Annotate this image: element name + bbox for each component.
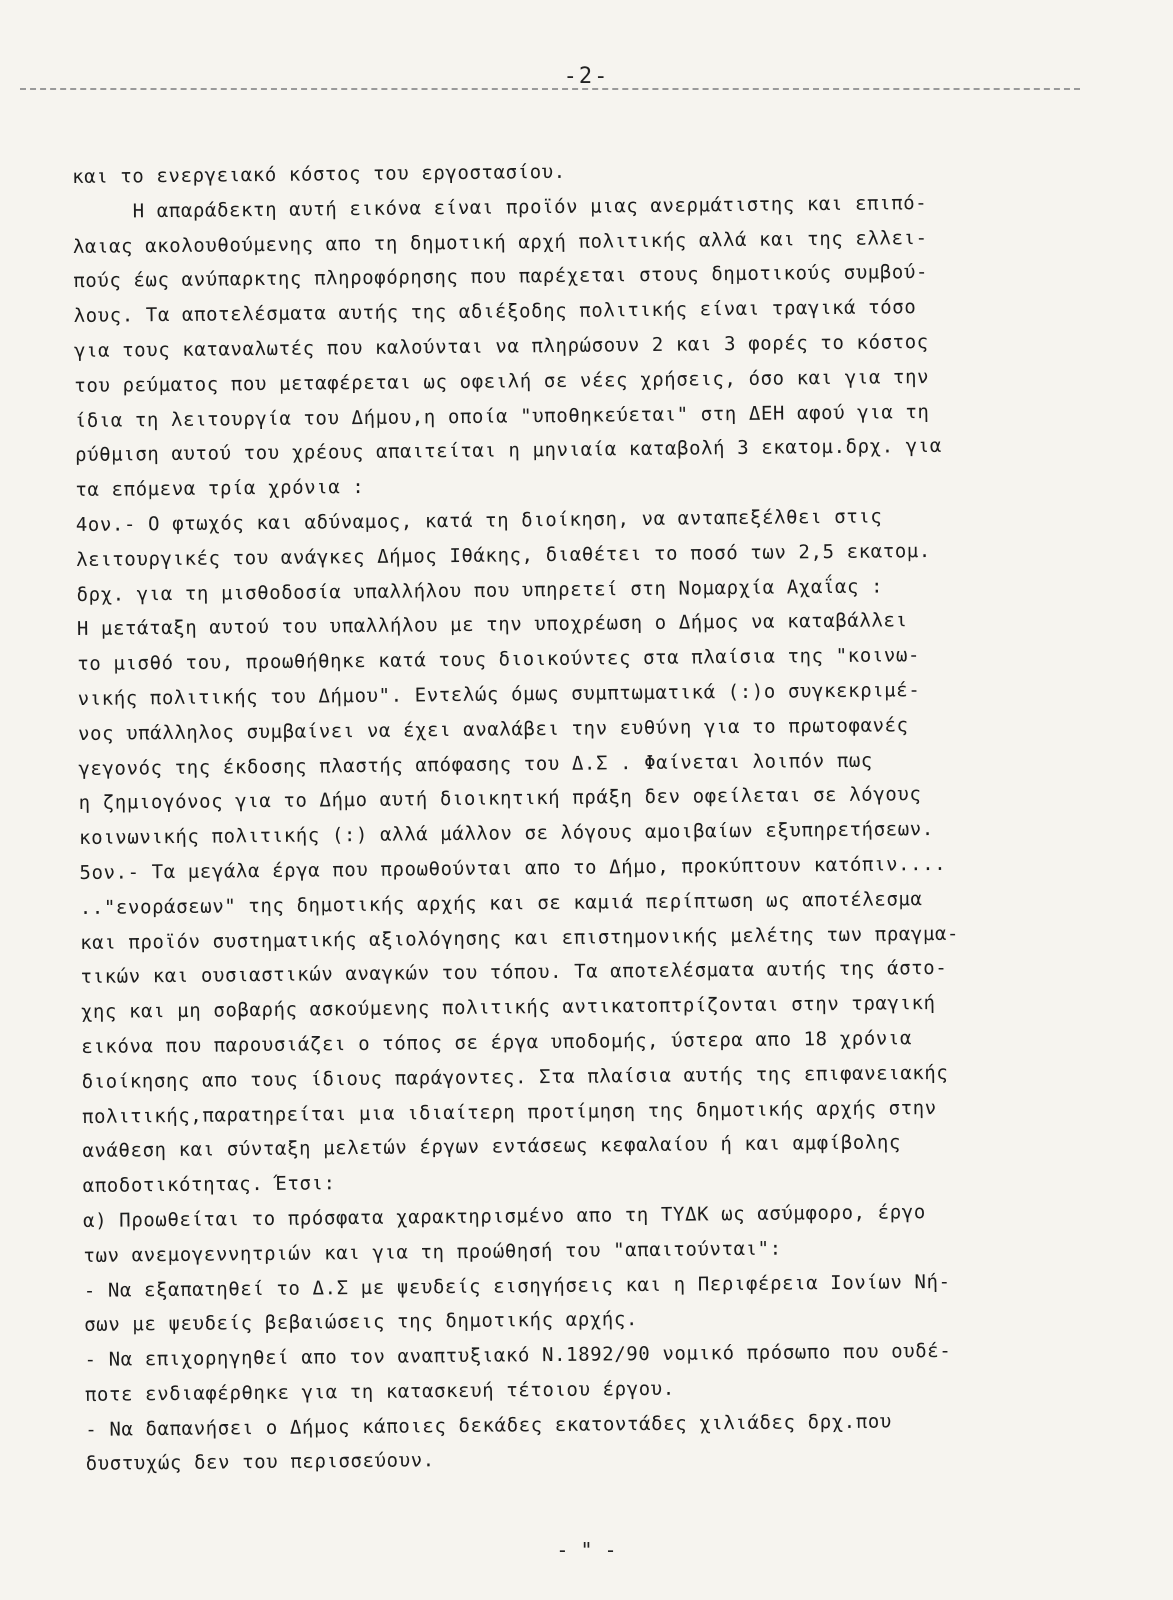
- text-line: - Να δαπανήσει ο Δήμος κάποιες δεκάδες εκατοντάδες χιλιάδες δρχ.που: [85, 1410, 892, 1441]
- text-line: εικόνα που παρουσιάζει ο τόπος σε έργα υποδομής, ύστερα απο 18 χρόνια: [81, 1027, 913, 1058]
- body-text: [72, 149, 1106, 1482]
- page-number: -2-: [563, 64, 610, 89]
- text-line: πολιτικής,παρατηρείται μια ιδιαίτερη προτίμηση της δημοτικής αρχής στην: [81, 1096, 937, 1128]
- text-line: λειτουργικές του ανάγκες Δήμος Ιθάκης, διαθέτει το ποσό των 2,5 εκατομ.: [76, 539, 932, 571]
- text-line: του ρεύματος που μεταφέρεται ως οφειλή σε νέες χρήσεις, όσο και για την: [74, 365, 930, 397]
- text-line: και το ενεργειακό κόστος του εργοστασίου.: [72, 160, 566, 188]
- text-line: λους. Τα αποτελέσματα αυτής της αδιέξοδης πολιτικής είναι τραγικά τόσο: [73, 296, 917, 328]
- text-line: ίδια τη λειτουργία του Δήμου,η οποία "υποθηκεύεται" στη ΔΕΗ αφού για τη: [74, 400, 930, 432]
- text-line: τικών και ουσιαστικών αναγκών του τόπου. Τα αποτελέσματα αυτής της άστο-: [80, 957, 948, 989]
- text-line: αποδοτικότητας. Έτσι:: [82, 1172, 336, 1198]
- text-line: διοίκησης απο τους ίδιους παράγοντες. Στα πλαίσια αυτής της επιφανειακής: [81, 1061, 949, 1093]
- text-line: - Να εξαπατηθεί το Δ.Σ με ψευδείς εισηγήσεις και η Περιφέρεια Ιονίων Νή-: [83, 1270, 951, 1302]
- text-line: το μισθό του, προωθήθηκε κατά τους διοικούντες στα πλαίσια της "κοινω-: [77, 644, 921, 676]
- text-line: δρχ. για τη μισθοδοσία υπαλλήλου που υπηρετεί στη Νομαρχία Αχαΐας :: [76, 575, 884, 606]
- text-line: δυστυχώς δεν του περισσεύουν.: [85, 1449, 435, 1476]
- text-line: τα επόμενα τρία χρόνια :: [75, 476, 365, 502]
- text-line: κοινωνικής πολιτικής (:) αλλά μάλλον σε λόγους αμοιβαίων εξυπηρετήσεων.: [78, 818, 934, 850]
- text-line: - Να επιχορηγηθεί απο τον αναπτυξιακό Ν.1892/90 νομικό πρόσωπο που ουδέ-: [84, 1339, 952, 1372]
- text-line: των ανεμογεννητριών και για τη προώθησή του "απαιτούνται":: [83, 1237, 782, 1267]
- text-line: .."ενοράσεων" της δημοτικής αρχής και σε καμιά περίπτωση ως αποτέλεσμα: [79, 887, 923, 919]
- text-line: πούς έως ανύπαρκτης πληροφόρησης που παρέχεται στους δημοτικούς συμβού-: [73, 261, 929, 293]
- text-line: ρύθμιση αυτού του χρέους απαιτείται η μηνιαία καταβολή 3 εκατομ.δρχ. για: [74, 435, 942, 467]
- text-line: η ζημιογόνος για το Δήμο αυτή διοικητική πράξη δεν οφείλεται σε λόγους: [78, 783, 922, 815]
- text-line: νικής πολιτικής του Δήμου". Εντελώς όμως συμπτωματικά (:)ο συγκεκριμέ-: [77, 679, 921, 710]
- text-line: ποτε ενδιαφέρθηκε για τη κατασκευή τέτοιου έργου.: [84, 1377, 675, 1406]
- text-line: χης και μη σοβαρής ασκούμενης πολιτικής αντικατοπτρίζονται στην τραγική: [80, 992, 936, 1024]
- text-line: νος υπάλληλος συμβαίνει να έχει αναλάβει την ευθύνη για το πρωτοφανές: [77, 714, 909, 745]
- text-line: Η απαράδεκτη αυτή εικόνα είναι προϊόν μιας ανερμάτιστης και επιπό-: [72, 191, 928, 223]
- text-line: 5ον.- Τα μεγάλα έργα που προωθούνται απο το Δήμο, προκύπτουν κατόπιν....: [79, 852, 947, 884]
- text-line: σων με ψευδείς βεβαιώσεις της δημοτικής αρχής.: [84, 1308, 639, 1337]
- text-line: λαιας ακολουθούμενης απο τη δημοτική αρχή πολιτικής αλλά και της ελλει-: [72, 226, 928, 258]
- continuation-mark: - " -: [556, 1538, 617, 1562]
- text-line: γεγονός της έκδοσης πλαστής απόφασης του Δ.Σ . Φαίνεται λοιπόν πως: [78, 749, 874, 780]
- text-line: Η μετάταξη αυτού του υπαλλήλου με την υποχρέωση ο Δήμος να καταβάλλει: [76, 609, 908, 641]
- text-line: ανάθεση και σύνταξη μελετών έργων εντάσεως κεφαλαίου ή και αμφίβολης: [82, 1131, 902, 1163]
- text-line: για τους καταναλωτές που καλούνται να πληρώσουν 2 και 3 φορές το κόστος: [73, 331, 929, 362]
- text-line: α) Προωθείται το πρόσφατα χαρακτηρισμένο απο τη ΤΥΔΚ ως ασύμφορο, έργο: [82, 1201, 926, 1232]
- text-line: 4ον.- Ο φτωχός και αδύναμος, κατά τη διοίκηση, να ανταπεξέλθει στις: [75, 505, 883, 536]
- text-line: και προϊόν συστηματικής αξιολόγησης και επιστημονικής μελέτης των πραγμα-: [80, 922, 960, 954]
